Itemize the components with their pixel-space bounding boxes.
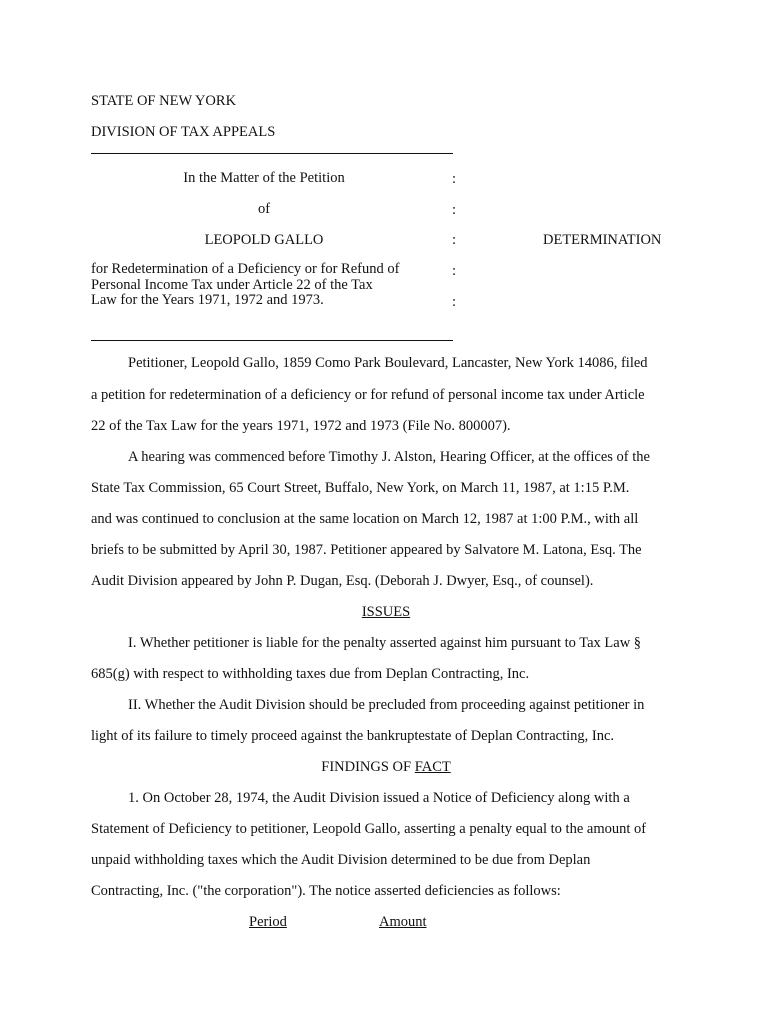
caption-colon: :: [452, 232, 457, 248]
issues-heading-text: ISSUES: [361, 604, 411, 620]
paragraph-line: II. Whether the Audit Division should be precluded from proceeding against petitioner in: [128, 697, 645, 713]
paragraph-line: Contracting, Inc. ("the corporation"). The notice asserted deficiencies as follows:: [91, 883, 561, 899]
paragraph-line: Audit Division appeared by John P. Dugan, Esq. (Deborah J. Dwyer, Esq., of counsel).: [91, 573, 594, 589]
paragraph-line: unpaid withholding taxes which the Audit Division determined to be due from Deplan: [91, 852, 591, 868]
table-header-period: Period: [249, 914, 287, 930]
table-header-amount: Amount: [379, 914, 427, 930]
issues-heading: [91, 604, 681, 620]
findings-heading-text: FINDINGS OF: [321, 759, 415, 775]
paragraph-line: State Tax Commission, 65 Court Street, Buffalo, New York, on March 11, 1987, at 1:15 P.M.: [91, 480, 630, 496]
caption-description: for Redetermination of a Deficiency or for Refund of Personal Income Tax under Article 22 of the Tax Law for the Years 1971, 1972 and 1973.: [91, 261, 400, 308]
caption-colon: :: [452, 263, 457, 279]
paragraph-line: 685(g) with respect to withholding taxes due from Deplan Contracting, Inc.: [91, 666, 530, 682]
caption-colon: :: [452, 202, 457, 218]
caption-petitioner: LEOPOLD GALLO: [204, 232, 324, 248]
findings-heading: [91, 759, 681, 775]
state-heading: STATE OF NEW YORK: [91, 93, 237, 109]
paragraph-line: Petitioner, Leopold Gallo, 1859 Como Park Boulevard, Lancaster, New York 14086, filed: [128, 355, 648, 371]
paragraph-line: a petition for redetermination of a deficiency or for refund of personal income tax under Article: [91, 387, 645, 403]
caption-colon: :: [452, 171, 457, 187]
findings-heading-fact: FACT: [414, 759, 451, 775]
paragraph-line: Statement of Deficiency to petitioner, Leopold Gallo, asserting a penalty equal to the amount of: [91, 821, 647, 837]
caption-colon: :: [452, 294, 457, 310]
caption-of: of: [257, 201, 271, 217]
determination-label: DETERMINATION: [543, 232, 662, 248]
paragraph-line: 1. On October 28, 1974, the Audit Division issued a Notice of Deficiency along with a: [128, 790, 630, 806]
paragraph-line: and was continued to conclusion at the same location on March 12, 1987 at 1:00 P.M., with all: [91, 511, 639, 527]
caption-bottom-rule: [91, 340, 453, 341]
caption-top-rule: [91, 153, 453, 154]
paragraph-line: briefs to be submitted by April 30, 1987. Petitioner appeared by Salvatore M. Latona, Esq. The: [91, 542, 642, 558]
paragraph-line: A hearing was commenced before Timothy J. Alston, Hearing Officer, at the offices of the: [128, 449, 650, 465]
paragraph-line: I. Whether petitioner is liable for the penalty asserted against him pursuant to Tax Law §: [128, 635, 642, 651]
paragraph-line: light of its failure to timely proceed against the bankruptestate of Deplan Contracting, Inc.: [91, 728, 615, 744]
paragraph-line: 22 of the Tax Law for the years 1971, 1972 and 1973 (File No. 800007).: [91, 418, 511, 434]
caption-matter: In the Matter of the Petition: [183, 170, 345, 186]
division-heading: DIVISION OF TAX APPEALS: [91, 124, 276, 140]
